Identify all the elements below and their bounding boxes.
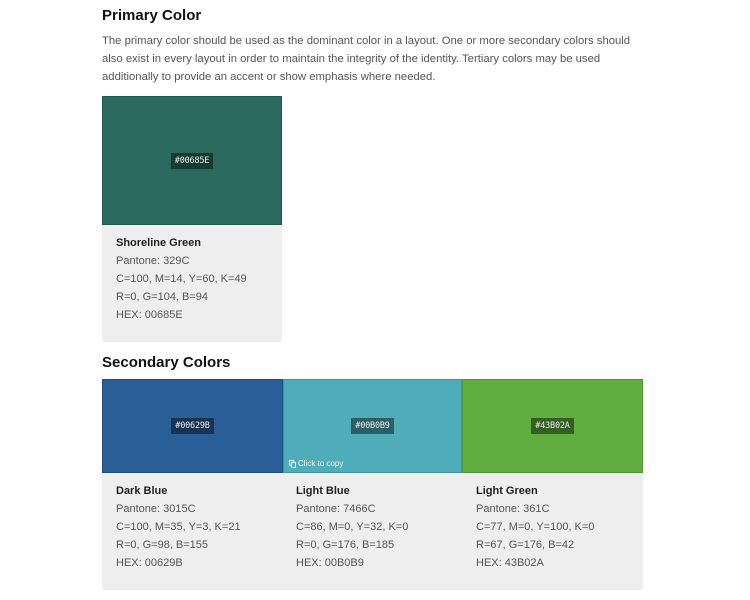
color-pantone: Pantone: 7466C <box>296 503 376 515</box>
color-rgb: R=67, G=176, B=42 <box>476 539 575 551</box>
click-to-copy-hint[interactable] <box>289 459 343 468</box>
color-name: Dark Blue <box>116 485 168 497</box>
light-blue-info <box>296 482 408 572</box>
color-rgb: R=0, G=104, B=94 <box>116 291 209 303</box>
color-name: Light Blue <box>296 485 350 497</box>
color-cmyk: C=77, M=0, Y=100, K=0 <box>476 521 595 533</box>
color-hex: HEX: 00629B <box>116 557 183 569</box>
light-green-info <box>476 482 594 572</box>
color-pantone: Pantone: 361C <box>476 503 550 515</box>
primary-color-swatch[interactable] <box>102 96 282 225</box>
color-name: Light Green <box>476 485 538 497</box>
swatch-hex-label: #43B02A <box>531 418 573 434</box>
secondary-colors-info-panel <box>102 473 643 590</box>
color-pantone: Pantone: 3015C <box>116 503 196 515</box>
primary-color-info-card <box>102 225 282 342</box>
swatch-hex-label: #00685E <box>171 153 213 169</box>
primary-color-heading: Primary Color <box>102 7 202 24</box>
color-cmyk: C=100, M=14, Y=60, K=49 <box>116 273 247 285</box>
light-blue-swatch[interactable] <box>283 379 462 473</box>
primary-color-description: The primary color should be used as the dominant color in a layout. One or more secondary colors should also exist in every layout in order to maintain the integrity of the identity. Tertiary colors may be used additionally to provide an accent or show emphasis where needed. <box>102 35 631 83</box>
color-rgb: R=0, G=176, B=185 <box>296 539 395 551</box>
swatch-hex-label: #00B0B9 <box>351 418 393 434</box>
color-cmyk: C=100, M=35, Y=3, K=21 <box>116 521 241 533</box>
color-hex: HEX: 43B02A <box>476 557 544 569</box>
light-green-swatch[interactable] <box>462 379 643 473</box>
color-hex: HEX: 00685E <box>116 309 183 321</box>
color-name: Shoreline Green <box>116 237 201 249</box>
color-pantone: Pantone: 329C <box>116 255 190 267</box>
secondary-colors-heading: Secondary Colors <box>102 354 231 371</box>
click-to-copy-label: Click to copy <box>298 459 344 468</box>
color-cmyk: C=86, M=0, Y=32, K=0 <box>296 521 409 533</box>
color-rgb: R=0, G=98, B=155 <box>116 539 209 551</box>
color-hex: HEX: 00B0B9 <box>296 557 364 569</box>
swatch-hex-label: #00629B <box>171 418 213 434</box>
copy-icon <box>289 460 296 468</box>
dark-blue-info <box>116 482 241 572</box>
dark-blue-swatch[interactable] <box>102 379 283 473</box>
